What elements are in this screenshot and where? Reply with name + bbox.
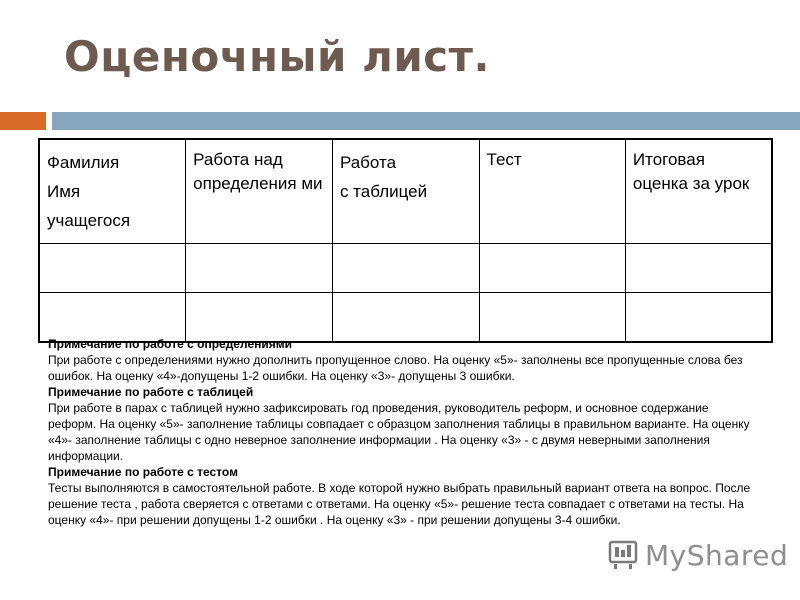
- header-line: Итоговая оценка за урок: [632, 150, 750, 193]
- table-cell[interactable]: [332, 293, 479, 343]
- note-heading-definitions: Примечание по работе с определениями: [48, 337, 293, 351]
- header-line: Тест: [486, 150, 522, 169]
- table-cell[interactable]: [625, 293, 772, 343]
- table-cell[interactable]: [186, 244, 333, 293]
- header-line: Имя: [47, 182, 81, 201]
- header-student-name: [39, 139, 186, 244]
- header-line: учащегося: [47, 211, 131, 230]
- myshared-logo: [607, 537, 788, 573]
- header-final-grade: [625, 139, 772, 244]
- table-row: [39, 244, 772, 293]
- header-test: [479, 139, 625, 244]
- accent-bar-blue: [52, 112, 800, 130]
- header-line: Работа над определения ми: [193, 150, 323, 193]
- notes-section: [48, 336, 760, 528]
- table-row: [39, 293, 772, 343]
- accent-bar-orange: [0, 112, 46, 130]
- header-definitions-work: [186, 139, 333, 244]
- table-cell[interactable]: [39, 293, 186, 343]
- table-cell[interactable]: [479, 293, 625, 343]
- table-cell[interactable]: [625, 244, 772, 293]
- header-line: с таблицей: [339, 182, 428, 201]
- note-heading-test: Примечание по работе с тестом: [48, 465, 238, 479]
- evaluation-table: [38, 138, 773, 343]
- note-text-test: Тесты выполняются в самостоятельной работе. В ходе которой нужно выбрать правильный вариант ответа на вопрос. После решение теста , работа сверяется с ответами с ответами. На оценку «5»- решение теста совпадает с ответами на тесты. На оценку «4»- при решении допущены 1-2 ошибки . На оценку «3» - при решении допущены 3-4 ошибки.: [48, 481, 751, 527]
- table-cell[interactable]: [332, 244, 479, 293]
- myshared-logo-icon: [607, 539, 639, 571]
- page-title: Оценочный лист.: [64, 32, 490, 81]
- note-heading-table: Примечание по работе с таблицей: [48, 385, 254, 399]
- note-text-definitions: При работе с определениями нужно дополнить пропущенное слово. На оценку «5»- заполнены все пропущенные слова без ошибок. На оценку «4»-допущены 1-2 ошибки. На оценку «3»- допущены 3 ошибки.: [48, 353, 743, 383]
- header-line: Работа: [339, 153, 397, 172]
- table-cell[interactable]: [186, 293, 333, 343]
- header-line: Фамилия: [47, 153, 120, 172]
- table-header-row: [39, 139, 772, 244]
- logo-text: MyShared: [645, 538, 789, 572]
- note-text-table: При работе в парах с таблицей нужно зафиксировать год проведения, руководитель реформ, и основное содержание реформ. На оценку «5»- заполнение таблицы совпадает с образцом заполнения таблицы в правильном варианте. На оценку «4»- заполнение таблицы с одно неверное заполнение информации . На оценку «3» - с двумя неверными заполнения информации.: [48, 401, 750, 463]
- table-cell[interactable]: [39, 244, 186, 293]
- header-table-work: [332, 139, 479, 244]
- table-cell[interactable]: [479, 244, 625, 293]
